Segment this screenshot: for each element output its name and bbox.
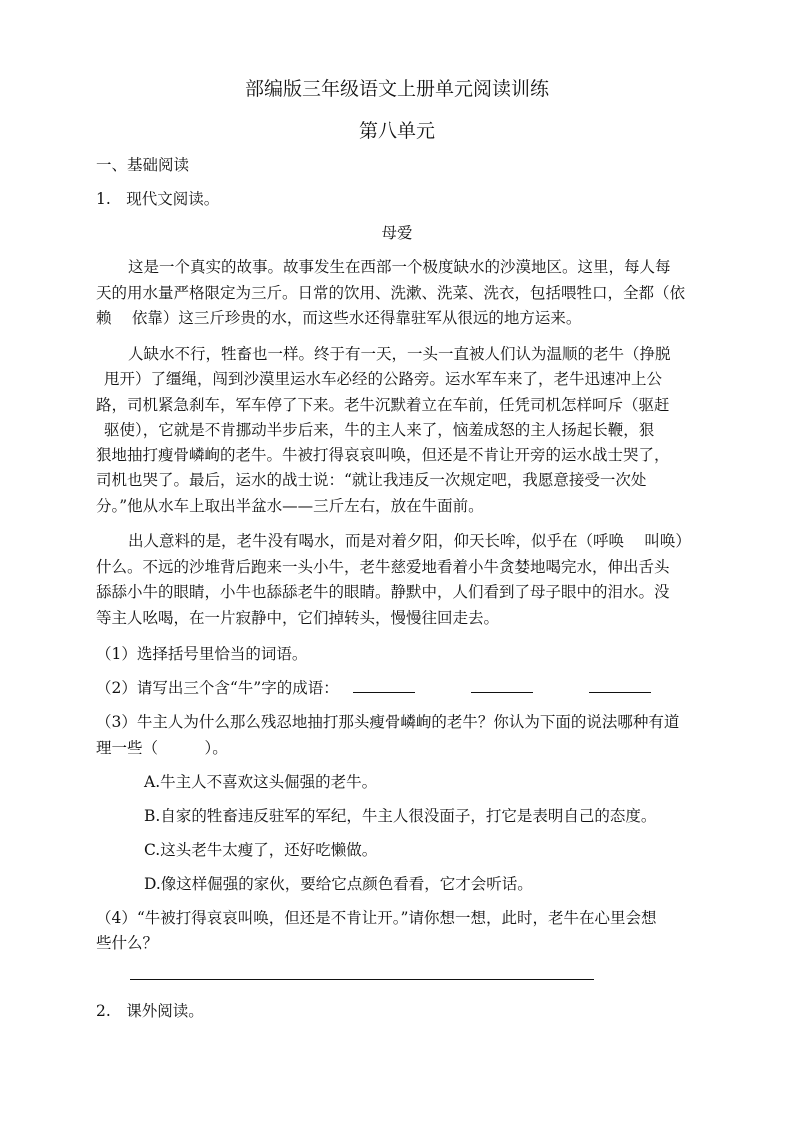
paragraph-2-line: 人缺水不行，牲畜也一样。终于有一天，一头一直被人们认为温顺的老牛（挣脱 [128, 345, 671, 363]
paragraph-3-line: 等主人吆喝，在一片寂静中，它们掉转头，慢慢往回走去。 [96, 609, 500, 627]
sub-question-3-line: （3）牛主人为什么那么残忍地抽打那头瘦骨嶙峋的老牛？你认为下面的说法哪种有道 [96, 713, 680, 731]
unit-title: 第八单元 [358, 120, 435, 142]
sub-question-4-line: 些什么？ [96, 934, 159, 952]
story-title: 母爱 [381, 224, 413, 242]
paragraph-3-line: 什么。不远的沙堆背后跑来一头小牛，老牛慈爱地看着小牛贪婪地喝完水，伸出舌头 [96, 558, 670, 576]
answer-line[interactable] [130, 979, 594, 980]
sub-question-2 [96, 678, 651, 698]
paragraph-2-line: 分。”他从水车上取出半盆水——三斤左右，放在牛面前。 [96, 497, 484, 515]
paragraph-3-line: 舔舔小牛的眼睛，小牛也舔舔老牛的眼睛。静默中，人们看到了母子眼中的泪水。没 [96, 583, 670, 601]
sub-question-2-text: （2）请写出三个含“牛”字的成语： [96, 679, 339, 697]
question-1-heading: 1. 现代文阅读。 [96, 190, 220, 208]
paragraph-1-line: 赖 依靠）这三斤珍贵的水，而这些水还得靠驻军从很远的地方运来。 [96, 309, 582, 327]
answer-blank[interactable] [589, 678, 651, 693]
paragraph-2-line: 司机也哭了。最后，运水的战士说：“就让我违反一次规定吧，我愿意接受一次处 [96, 471, 647, 489]
document-title: 部编版三年级语文上册单元阅读训练 [244, 78, 549, 100]
paragraph-2-line: 路，司机紧急刹车，军车停了下来。老牛沉默着立在车前，任凭司机怎样呵斥（驱赶 [96, 396, 670, 414]
sub-question-3-line: 理一些（ ）。 [96, 739, 228, 757]
answer-blank[interactable] [353, 678, 415, 693]
section-heading: 一、基础阅读 [96, 156, 190, 174]
paragraph-2-line: 驱使），它就是不肯挪动半步后来，牛的主人来了，恼羞成怒的主人扬起长鞭，狠 [104, 421, 655, 439]
paragraph-2-line: 甩开）了缰绳，闯到沙漠里运水车必经的公路旁。运水军车来了，老牛迅速冲上公 [104, 370, 663, 388]
question-2-heading: 2. 课外阅读。 [96, 1002, 204, 1020]
paragraph-1-line: 这是一个真实的故事。故事发生在西部一个极度缺水的沙漠地区。这里，每人每 [128, 258, 671, 276]
paragraph-3-line: 出人意料的是，老牛没有喝水，而是对着夕阳，仰天长哞，似乎在（呼唤 叫唤） [128, 532, 691, 550]
option-d: D.像这样倔强的家伙，要给它点颜色看看，它才会听话。 [144, 875, 533, 893]
option-b: B.自家的牲畜违反驻军的军纪，牛主人很没面子，打它是表明自己的态度。 [144, 807, 657, 825]
paragraph-2-line: 狠地抽打瘦骨嶙峋的老牛。牛被打得哀哀叫唤，但还是不肯让开旁的运水战士哭了， [96, 446, 670, 464]
option-c: C.这头老牛太瘦了，还好吃懒做。 [144, 841, 378, 859]
sub-question-1: （1）选择括号里恰当的词语。 [96, 645, 308, 663]
answer-blank[interactable] [471, 678, 533, 693]
sub-question-4-line: （4）“牛被打得哀哀叫唤，但还是不肯让开。”请你想一想，此时，老牛在心里会想 [96, 909, 657, 927]
paragraph-1-line: 天的用水量严格限定为三斤。日常的饮用、洗漱、洗菜、洗衣，包括喂牲口，全都（依 [96, 284, 686, 302]
option-a: A.牛主人不喜欢这头倔强的老牛。 [144, 773, 378, 791]
